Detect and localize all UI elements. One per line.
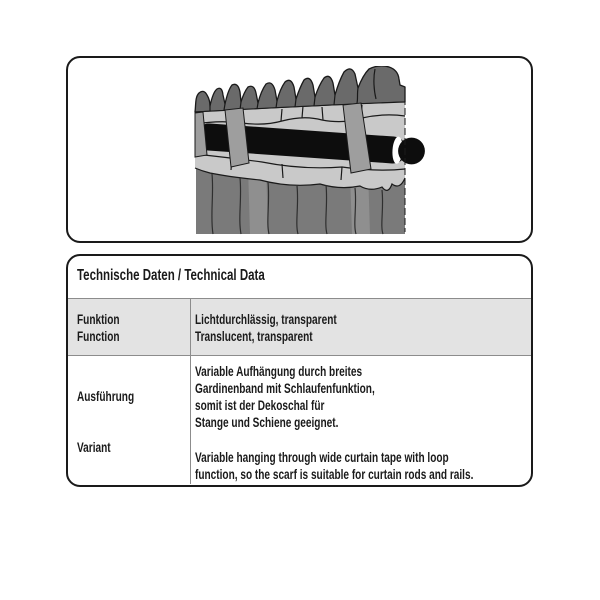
- table-row-variant: [68, 356, 531, 484]
- row-value-cell: [195, 363, 533, 483]
- table-header: [68, 256, 531, 298]
- row-value-cell: [195, 311, 392, 345]
- row-label-cell: [77, 311, 136, 345]
- value-line: Variable hanging through wide curtain tape with loop: [195, 449, 449, 465]
- value-line: Gardinenband mit Schlaufenfunktion,: [195, 380, 375, 396]
- rod-end-cap: [398, 138, 425, 165]
- value-line: Variable Aufhängung durch breites: [195, 363, 363, 379]
- value-line: function, so the scarf is suitable for curtain rods and rails.: [195, 466, 474, 482]
- value-en: Translucent, transparent: [195, 328, 313, 344]
- column-divider-line: [190, 298, 191, 484]
- row-label-cell: [77, 388, 156, 405]
- label-de: Ausführung: [77, 388, 135, 404]
- product-image-panel: [66, 56, 533, 243]
- value-de: Lichtdurchlässig, transparent: [195, 311, 337, 327]
- technical-data-panel: [66, 254, 533, 487]
- value-line: Stange und Schiene geeignet.: [195, 414, 339, 430]
- table-title: Technische Daten / Technical Data: [77, 267, 265, 284]
- curtain-rod-illustration: [192, 66, 428, 236]
- label-de: Funktion: [77, 311, 120, 327]
- value-line: somit ist der Dekoschal für: [195, 397, 325, 413]
- row-label-cell: [77, 439, 124, 456]
- table-row-function: [68, 299, 531, 355]
- label-en: Function: [77, 328, 120, 344]
- label-en: Variant: [77, 439, 111, 455]
